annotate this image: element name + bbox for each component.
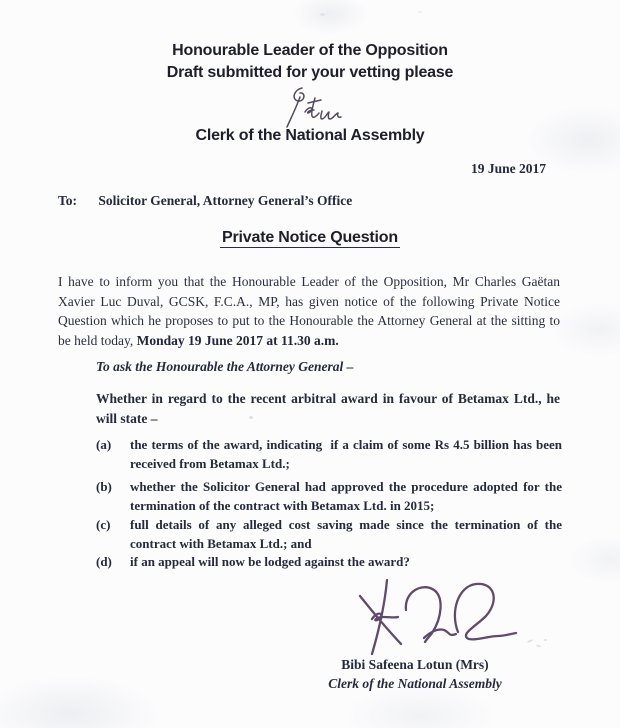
recipient-name: Solicitor General, Attorney General’s Office <box>98 193 353 208</box>
intro-text: I have to inform you that the Honourable Leader of the Opposition, Mr Charles Gaëtan Xavier Luc Duval, GCSK, F.C.A., MP, has given notice of the following Private Notice Question which he proposes to put to the Honourable the Attorney General at the sitting to be held today, <box>58 274 560 348</box>
document-title-row <box>0 229 620 247</box>
item-label: (d) <box>96 554 112 569</box>
ask-line: To ask the Honourable the Attorney General – <box>96 359 354 374</box>
item-label: (c) <box>96 517 111 532</box>
signatory-block <box>290 655 540 693</box>
signature-icon <box>346 576 530 660</box>
item-text: whether the Solicitor General had approved the procedure adopted for the termination of the contract with Betamax Ltd. in 2015; <box>130 479 562 513</box>
intro-paragraph <box>58 272 560 350</box>
to-label: To: <box>58 193 78 208</box>
scan-speck <box>536 644 541 647</box>
clerk-initials-signature-icon <box>279 84 347 130</box>
intro-bold-date: Monday 19 June 2017 at 11.30 a.m. <box>136 332 339 348</box>
question-item-c <box>96 516 562 553</box>
recipient-line <box>58 193 352 209</box>
header-line-1: Honourable Leader of the Opposition <box>172 42 448 59</box>
item-label: (a) <box>96 437 112 452</box>
scan-speck <box>320 13 325 16</box>
question-item-a <box>96 436 562 473</box>
document-title: Private Notice Question <box>222 229 398 246</box>
document-header <box>0 40 620 84</box>
document-date: 19 June 2017 <box>470 161 546 176</box>
question-item-b <box>96 478 562 515</box>
item-text: the terms of the award, indicating if a claim of some Rs 4.5 billion has been received from Betamax Ltd.; <box>130 437 562 471</box>
signatory-name: Bibi Safeena Lotun (Mrs) <box>341 657 489 672</box>
header-line-2: Draft submitted for your vetting please <box>166 64 454 81</box>
question-lead: Whether in regard to the recent arbitral award in favour of Betamax Ltd., he will state – <box>96 391 560 426</box>
item-text: full details of any alleged cost saving made since the termination of the contract with Betamax Ltd.; and <box>130 517 562 551</box>
scan-speck <box>544 639 547 641</box>
header-clerk-title: Clerk of the National Assembly <box>195 127 425 144</box>
scan-speck <box>418 11 422 13</box>
signatory-title: Clerk of the National Assembly <box>328 676 502 691</box>
item-label: (b) <box>96 479 112 494</box>
item-text: if an appeal will now be lodged against the award? <box>130 554 410 569</box>
question-item-d <box>96 553 562 572</box>
